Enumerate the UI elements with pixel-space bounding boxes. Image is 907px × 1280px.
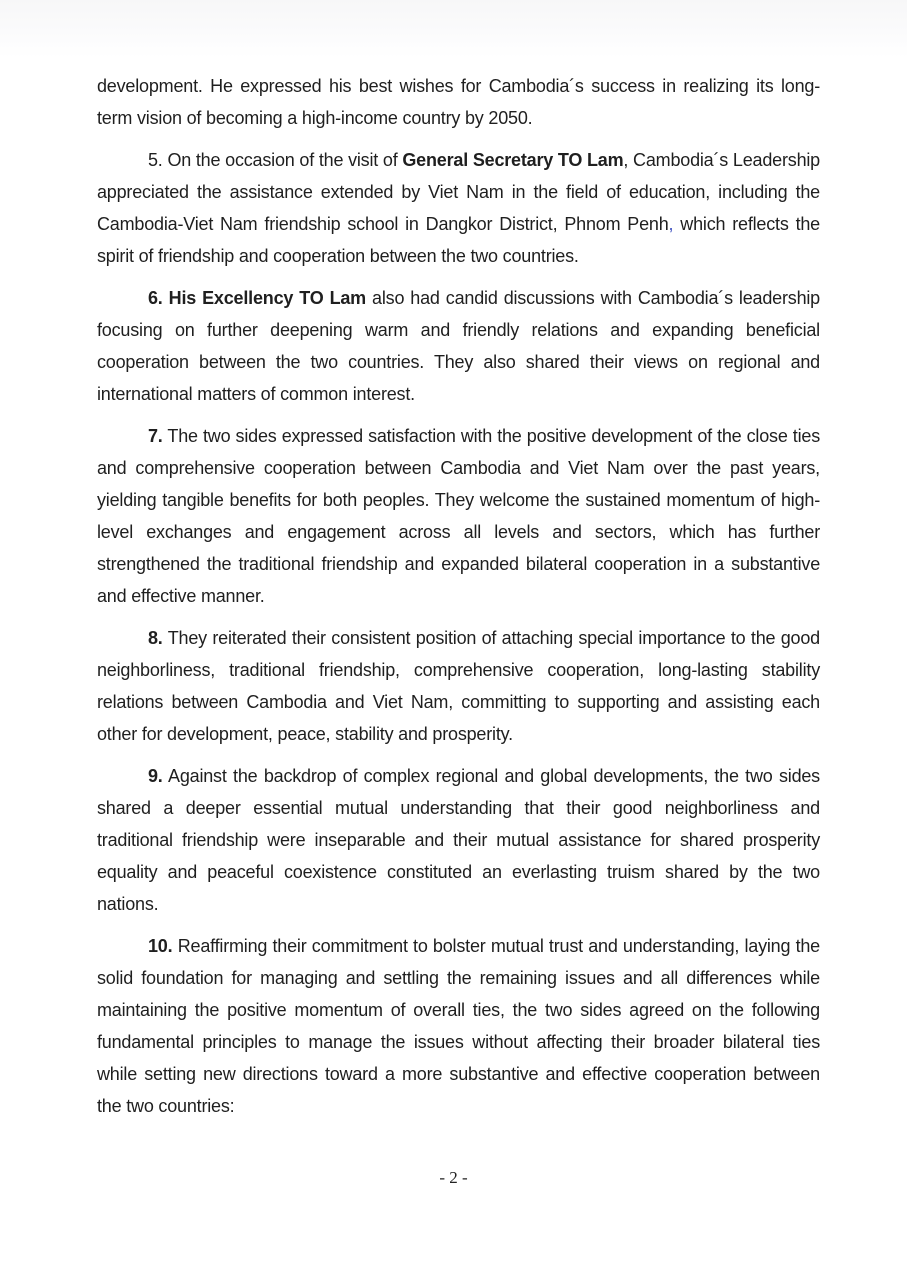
scan-artifact-band bbox=[0, 0, 907, 58]
paragraph bbox=[97, 420, 820, 612]
text-segment: development. He expressed his best wishes for Cambodia´s success in realizing its long-term vision of becoming a high-income country by 2050. bbox=[97, 76, 820, 128]
bold-text-segment: 10. bbox=[148, 936, 173, 956]
paragraph bbox=[97, 144, 820, 272]
document-body bbox=[97, 70, 820, 1132]
paragraph bbox=[97, 930, 820, 1122]
bold-text-segment: General Secretary TO Lam bbox=[402, 150, 624, 170]
text-segment: Reaffirming their commitment to bolster mutual trust and understanding, laying the solid foundation for managing and settling the remaining issues and all differences while maintaining the positive momentum of overall ties, the two sides agreed on the following fundamental principles to manage the issues without affecting their broader bilateral ties while setting new directions toward a more substantive and effective cooperation between the two countries: bbox=[97, 936, 820, 1116]
bold-text-segment: 6. His Excellency TO Lam bbox=[148, 288, 366, 308]
text-segment: Against the backdrop of complex regional and global developments, the two sides shared a deeper essential mutual understanding that their good neighborliness and traditional friendship were inseparable and their mutual assistance for shared prosperity equality and peaceful coexistence constituted an everlasting truism shared by the two nations. bbox=[97, 766, 820, 914]
text-segment: which reflects the spirit of friendship and cooperation between the two countries. bbox=[97, 214, 820, 266]
text-segment: The two sides expressed satisfaction with the positive development of the close ties and comprehensive cooperation between Cambodia and Viet Nam over the past years, yielding tangible benefits for both peoples. They welcome the sustained momentum of high-level exchanges and engagement across all levels and sectors, which has further strengthened the traditional friendship and expanded bilateral cooperation in a substantive and effective manner. bbox=[97, 426, 820, 606]
text-segment: , Cambodia´s Leadership appreciated the assistance extended by Viet Nam in the field of education, including the Cambodia-Viet Nam friendship school in Dangkor District, Phnom Penh bbox=[97, 150, 820, 234]
paragraph bbox=[97, 282, 820, 410]
text-segment: , bbox=[668, 214, 674, 234]
paragraph bbox=[97, 760, 820, 920]
text-segment: 5. On the occasion of the visit of bbox=[148, 150, 403, 170]
text-segment: They reiterated their consistent position of attaching special importance to the good neighborliness, traditional friendship, comprehensive cooperation, long-lasting stability relations between Cambodia and Viet Nam, committing to supporting and assisting each other for development, peace, stability and prosperity. bbox=[97, 628, 820, 744]
text-segment: also had candid discussions with Cambodia´s leadership focusing on further deepening warm and friendly relations and expanding beneficial cooperation between the two countries. They also shared their views on regional and international matters of common interest. bbox=[97, 288, 820, 404]
page-number: - 2 - bbox=[439, 1168, 468, 1187]
bold-text-segment: 8. bbox=[148, 628, 163, 648]
bold-text-segment: 9. bbox=[148, 766, 163, 786]
paragraph bbox=[97, 622, 820, 750]
bold-text-segment: 7. bbox=[148, 426, 163, 446]
paragraph bbox=[97, 70, 820, 134]
